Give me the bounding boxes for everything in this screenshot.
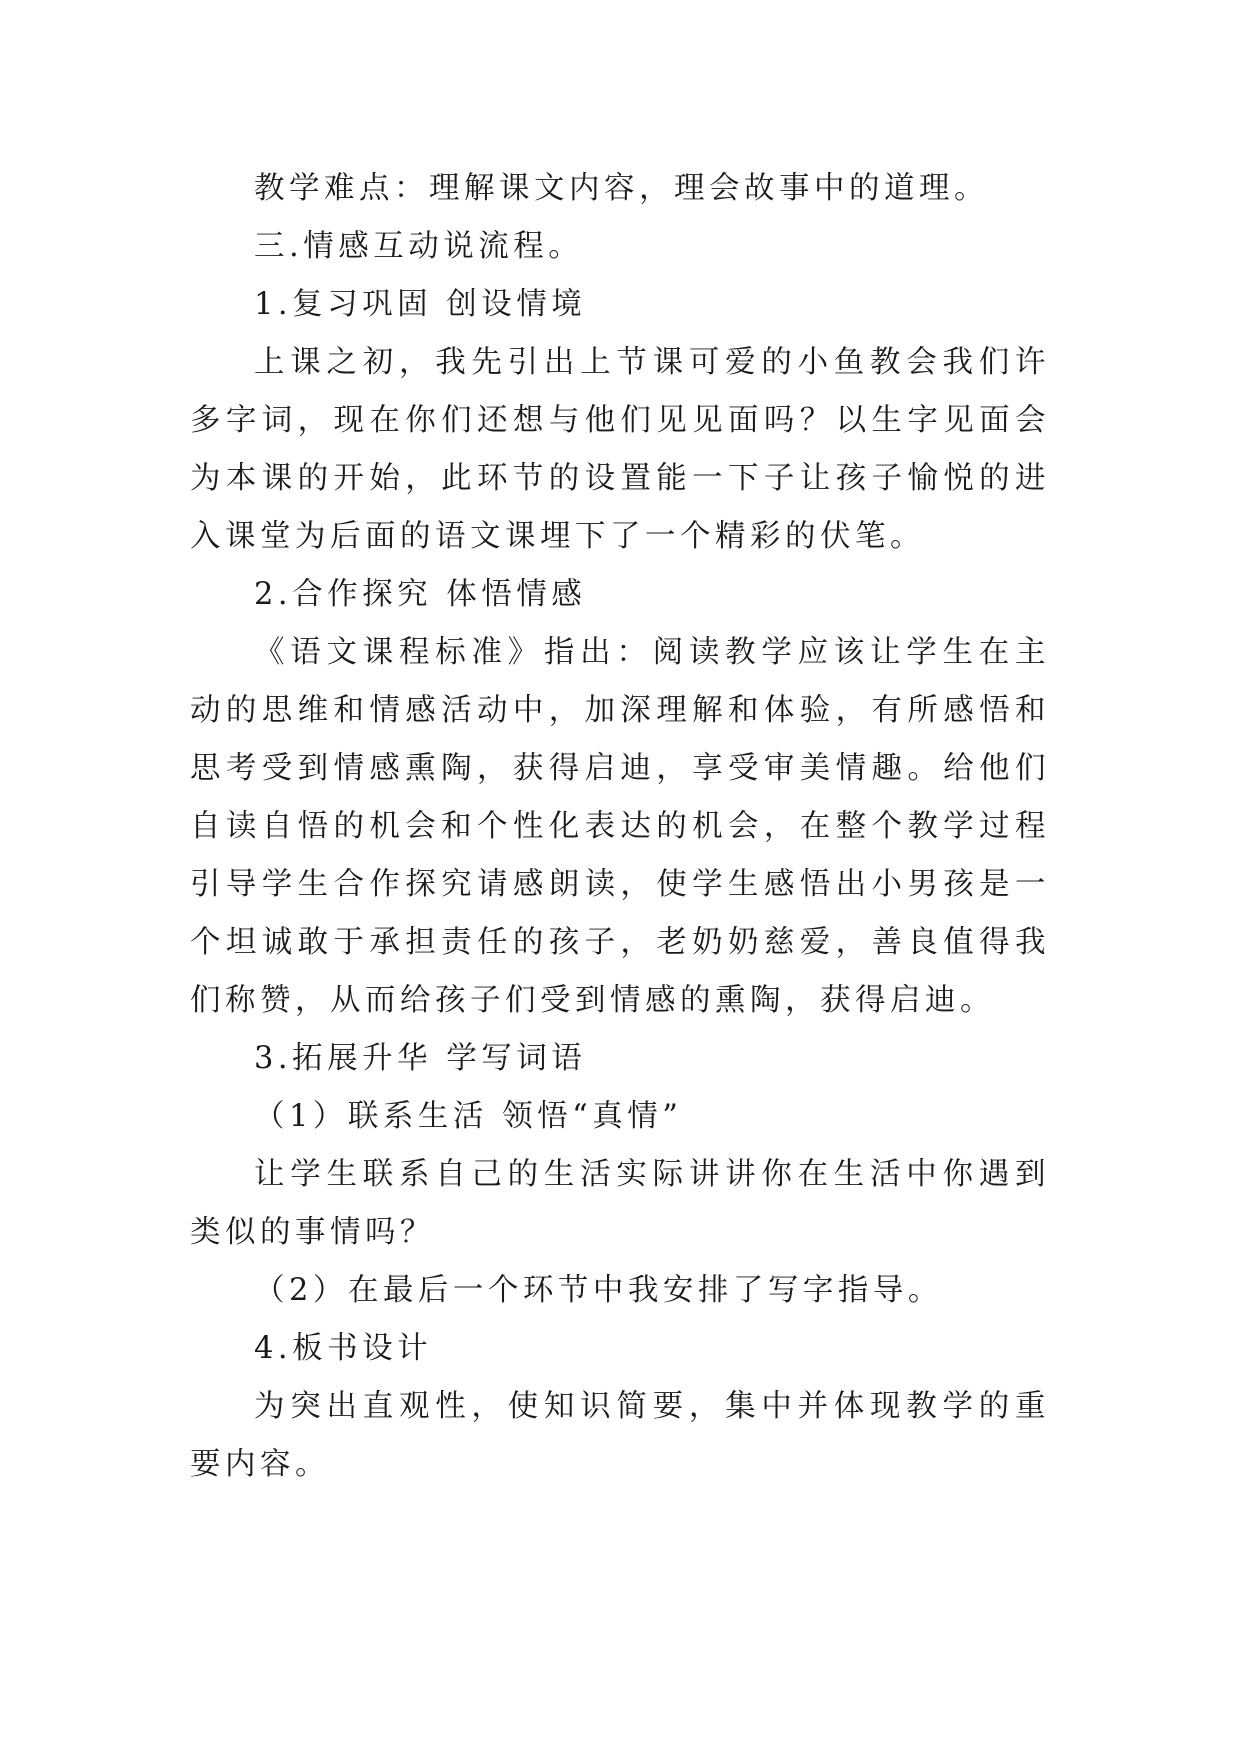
heading-extension: 3.拓展升华 学写词语 bbox=[254, 1041, 587, 1076]
subheading-writing: （2）在最后一个环节中我安排了写字指导。 bbox=[254, 1273, 943, 1308]
heading-cooperation: 2.合作探究 体悟情感 bbox=[254, 577, 587, 612]
paragraph-review: 上课之初，我先引出上节课可爱的小鱼教会我们许多字词，现在你们还想与他们见见面吗？以生字见面会为本课的开始，此环节的设置能一下子让孩子愉悦的进入课堂为后面的语文课埋下了一个精彩的伏笔。 bbox=[190, 345, 1050, 554]
heading-board-design: 4.板书设计 bbox=[254, 1331, 433, 1366]
heading-review: 1.复习巩固 创设情境 bbox=[254, 287, 587, 322]
paragraph-board-design: 为突出直观性，使知识简要，集中并体现教学的重要内容。 bbox=[190, 1389, 1050, 1482]
paragraph-life: 让学生联系自己的生活实际讲讲你在生活中你遇到类似的事情吗？ bbox=[190, 1157, 1050, 1250]
document-page bbox=[190, 160, 1050, 1494]
heading-process: 三.情感互动说流程。 bbox=[254, 229, 584, 264]
subheading-life: （1）联系生活 领悟“真情” bbox=[254, 1099, 683, 1134]
paragraph-cooperation: 《语文课程标准》指出：阅读教学应该让学生在主动的思维和情感活动中，加深理解和体验，有所感悟和思考受到情感熏陶，获得启迪，享受审美情趣。给他们自读自悟的机会和个性化表达的机会，在整个教学过程引导学生合作探究请感朗读，使学生感悟出小男孩是一个坦诚敢于承担责任的孩子，老奶奶慈爱，善良值得我们称赞，从而给孩子们受到情感的熏陶，获得启迪。 bbox=[190, 635, 1050, 1018]
paragraph-teaching-difficulty: 教学难点：理解课文内容，理会故事中的道理。 bbox=[254, 171, 989, 206]
